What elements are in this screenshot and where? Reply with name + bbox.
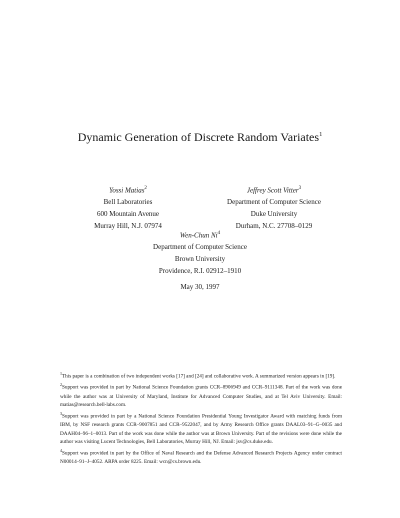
footnote-text: Support was provided in part by National Science Foundation grants CCR–8906949 and CCR–9111348. Part of the work was done while the author was at University of Maryland, Institute for Advanced Computer Studies, and at Tel Aviv University. Email: matias@research.bell-labs.com. [60, 385, 342, 409]
author-name: Jeffrey Scott Vitter [246, 186, 299, 195]
footnote-mark: 4 [60, 447, 62, 453]
author-block-matias [78, 183, 178, 232]
footnote-text: Support was provided in part by a National Science Foundation Presidential Young Investigator Award with matching funds from IBM, by NSF research grants CCR–9007851 and CCR–9522047, and by Army Research Office grants DAAL03–91–G–0035 and DAAH04–96–1–0013. Part of the work was done while the author was at Brown University. Part of the revisions were done while the author was visiting Lucent Technologies, Bell Laboratories, Murray Hill, NJ. Email: jsv@cs.duke.edu. [60, 413, 342, 446]
author-affiliation-line: 600 Mountain Avenue [96, 210, 160, 219]
author-footnote-mark: 4 [217, 231, 221, 236]
paper-title-text: Dynamic Generation of Discrete Random Variates [77, 130, 320, 144]
author-block-vitter [208, 183, 340, 232]
footnote [60, 410, 342, 447]
author-footnote-mark: 2 [144, 186, 147, 191]
footnote-text: Support was provided in part by the Office of Naval Research and the Defense Advanced Research Projects Agency under contract N00014–91–J–4052. ARPA order 8225. Email: wcn@cs.brown.edu. [60, 450, 342, 466]
paper-title [0, 130, 400, 145]
author-affiliation-line: Duke University [250, 210, 298, 219]
author-affiliation-line: Brown University [174, 255, 226, 264]
author-affiliation-line: Providence, R.I. 02912–1910 [158, 267, 242, 276]
footnote-mark: 3 [60, 410, 62, 416]
author-affiliation-line: Durham, N.C. 27708–0129 [235, 222, 313, 231]
footnote-text: This paper is a combination of two independent works [17] and [24] and collaborative work. A summarized version appears in [19]. [62, 373, 336, 380]
footnote [60, 370, 342, 381]
author-footnote-mark: 3 [298, 186, 302, 191]
footnotes [60, 370, 342, 467]
author-name: Yossi Matias [109, 186, 145, 195]
author-affiliation-line: Bell Laboratories [103, 198, 153, 207]
footnote [60, 381, 342, 410]
author-name: Wen-Chun Ni [179, 231, 218, 240]
footnote-mark: 1 [60, 371, 62, 376]
footnote-mark: 2 [60, 382, 62, 388]
title-footnote-mark: 1 [319, 131, 323, 138]
author-affiliation-line: Department of Computer Science [153, 243, 247, 252]
author-affiliation-line: Murray Hill, N.J. 07974 [94, 222, 162, 231]
author-affiliation-line: Department of Computer Science [227, 198, 321, 207]
paper-date: May 30, 1997 [180, 283, 220, 291]
author-block-ni [136, 228, 264, 277]
footnote [60, 447, 342, 467]
